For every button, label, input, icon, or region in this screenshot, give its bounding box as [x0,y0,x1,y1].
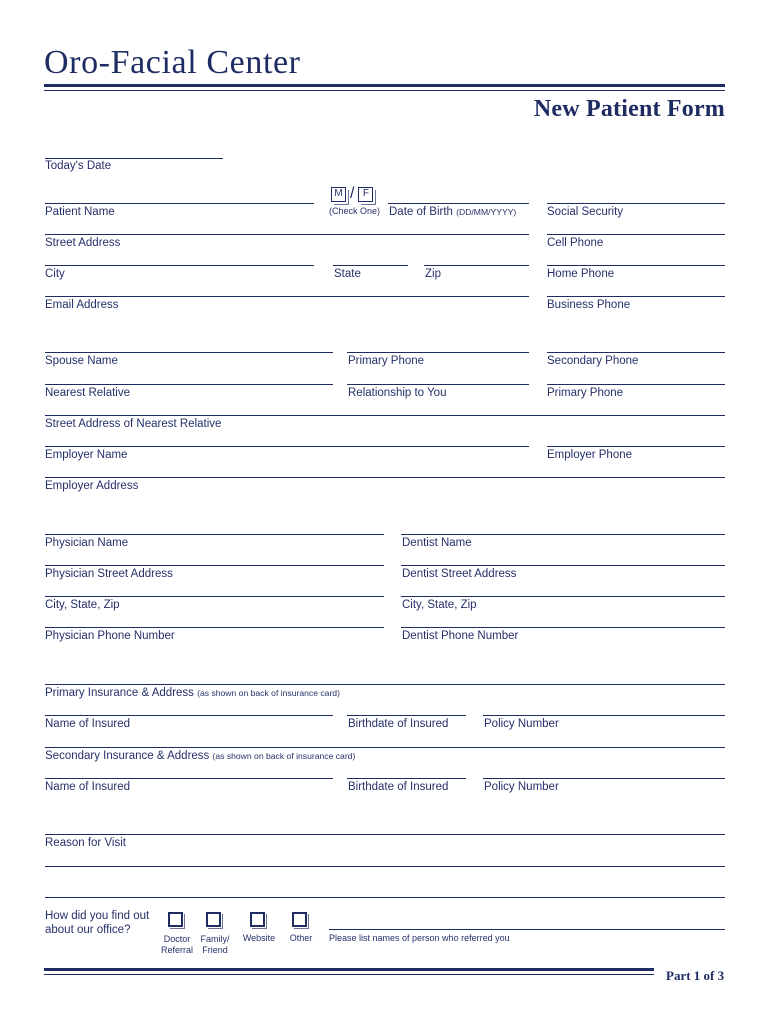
physician-street-address-label: Physician Street Address [45,568,173,580]
email-address-line[interactable] [45,296,529,297]
home-phone-line[interactable] [547,265,725,266]
gender-m-label: M [334,188,343,199]
employer-address-line[interactable] [45,477,725,478]
dentist-city-state-zip-line[interactable] [401,596,725,597]
dentist-city-state-zip-label: City, State, Zip [402,599,477,611]
reason-for-visit-line[interactable] [45,834,725,835]
state-label: State [334,268,361,280]
how-find-line-2: about our office? [45,924,131,937]
gender-f-checkbox[interactable] [358,187,373,202]
social-security-label: Social Security [547,206,624,218]
dentist-name-line[interactable] [401,534,725,535]
dentist-street-address-label: Dentist Street Address [402,568,517,580]
nearest-relative-label: Nearest Relative [45,387,131,399]
secondary-insurance-label [45,751,355,763]
birthdate-of-insured-1-line[interactable] [347,715,466,716]
street-address-line[interactable] [45,234,529,235]
secondary-insurance-line[interactable] [45,747,725,748]
primary-insurance-line[interactable] [45,684,725,685]
gender-f-label: F [362,188,369,199]
referral-website-checkbox[interactable] [250,912,265,927]
city-label: City [45,268,65,280]
physician-street-address-line[interactable] [45,565,384,566]
social-security-line[interactable] [547,203,725,204]
business-phone-label: Business Phone [547,299,631,311]
relationship-label: Relationship to You [348,387,447,399]
dob-label [389,207,516,219]
email-address-label: Email Address [45,299,119,311]
referral-family-label [201,934,230,957]
cell-phone-line[interactable] [547,234,725,235]
referral-doctor-label [161,934,193,957]
primary-insurance-label [45,688,340,700]
employer-phone-line[interactable] [547,446,725,447]
referral-doctor-line-1: Doctor [163,934,191,944]
spouse-primary-phone-label: Primary Phone [348,355,425,367]
spouse-name-line[interactable] [45,352,333,353]
patient-name-line[interactable] [45,203,314,204]
gender-checkbox-group [331,186,373,202]
dob-format-text: (DD/MM/YYYY) [456,207,517,217]
gender-slash: / [350,185,355,202]
referral-other-checkbox[interactable] [292,912,307,927]
secondary-insurance-label-text: Secondary Insurance & Address [45,750,210,762]
street-address-label: Street Address [45,237,121,249]
footer-rule-thick [44,968,654,971]
employer-name-label: Employer Name [45,449,128,461]
home-phone-label: Home Phone [547,268,615,280]
physician-city-state-zip-line[interactable] [45,596,384,597]
referral-family-line-1: Family/ [200,934,230,944]
relative-primary-phone-line[interactable] [547,384,725,385]
business-phone-line[interactable] [547,296,725,297]
referral-other-label: Other [289,933,313,943]
name-of-insured-1-line[interactable] [45,715,333,716]
dob-label-text: Date of Birth [389,206,453,218]
referral-doctor-line-2: Referral [160,945,194,956]
reason-for-visit-line-2[interactable] [45,866,725,867]
dentist-name-label: Dentist Name [402,537,472,549]
referral-website-label: Website [242,933,276,943]
reason-for-visit-label: Reason for Visit [45,837,126,849]
birthdate-of-insured-1-label: Birthdate of Insured [348,718,449,730]
reason-for-visit-line-3[interactable] [45,897,725,898]
dentist-phone-label: Dentist Phone Number [402,630,519,642]
referrer-names-label: Please list names of person who referred you [329,933,510,943]
referrer-names-line[interactable] [329,929,725,930]
physician-phone-line[interactable] [45,627,384,628]
how-find-line-1: How did you find out [45,910,150,922]
employer-phone-label: Employer Phone [547,449,633,461]
zip-label: Zip [425,268,441,280]
physician-name-line[interactable] [45,534,384,535]
name-of-insured-2-label: Name of Insured [45,781,131,793]
city-line[interactable] [45,265,314,266]
nearest-relative-line[interactable] [45,384,333,385]
referral-family-checkbox[interactable] [206,912,221,927]
relative-street-address-line[interactable] [45,415,725,416]
secondary-insurance-note: (as shown on back of insurance card) [212,751,356,761]
policy-number-2-line[interactable] [483,778,725,779]
physician-phone-label: Physician Phone Number [45,630,175,642]
todays-date-label: Today's Date [45,160,112,172]
referral-family-line-2: Friend [202,945,228,956]
name-of-insured-2-line[interactable] [45,778,333,779]
gender-m-checkbox[interactable] [331,187,346,202]
birthdate-of-insured-2-line[interactable] [347,778,466,779]
spouse-secondary-phone-label: Secondary Phone [547,355,639,367]
form-title: New Patient Form [533,96,725,122]
relative-primary-phone-label: Primary Phone [547,387,624,399]
todays-date-line[interactable] [45,158,223,159]
dob-line[interactable] [388,203,529,204]
referral-doctor-checkbox[interactable] [168,912,183,927]
brand-logo-text: Oro-Facial Center [44,44,301,81]
relationship-line[interactable] [347,384,529,385]
employer-address-label: Employer Address [45,480,139,492]
relative-street-address-label: Street Address of Nearest Relative [45,418,222,430]
policy-number-1-label: Policy Number [484,718,559,730]
policy-number-1-line[interactable] [483,715,725,716]
brand-rule-thick [44,84,725,87]
policy-number-2-label: Policy Number [484,781,559,793]
gender-check-one-label: (Check One) [329,206,381,216]
spouse-secondary-phone-line[interactable] [547,352,725,353]
name-of-insured-1-label: Name of Insured [45,718,131,730]
cell-phone-label: Cell Phone [547,237,604,249]
how-find-label [45,909,165,938]
spouse-primary-phone-line[interactable] [347,352,529,353]
footer-rule-thin [44,974,654,975]
patient-name-label: Patient Name [45,206,115,218]
birthdate-of-insured-2-label: Birthdate of Insured [348,781,449,793]
employer-name-line[interactable] [45,446,529,447]
dentist-phone-line[interactable] [401,627,725,628]
primary-insurance-note: (as shown on back of insurance card) [197,688,340,698]
physician-name-label: Physician Name [45,537,129,549]
physician-city-state-zip-label: City, State, Zip [45,599,120,611]
dentist-street-address-line[interactable] [401,565,725,566]
zip-line[interactable] [424,265,529,266]
state-line[interactable] [333,265,408,266]
part-indicator: Part 1 of 3 [666,968,725,983]
primary-insurance-label-text: Primary Insurance & Address [45,687,194,699]
brand-rule-thin [44,90,725,91]
spouse-name-label: Spouse Name [45,355,118,367]
